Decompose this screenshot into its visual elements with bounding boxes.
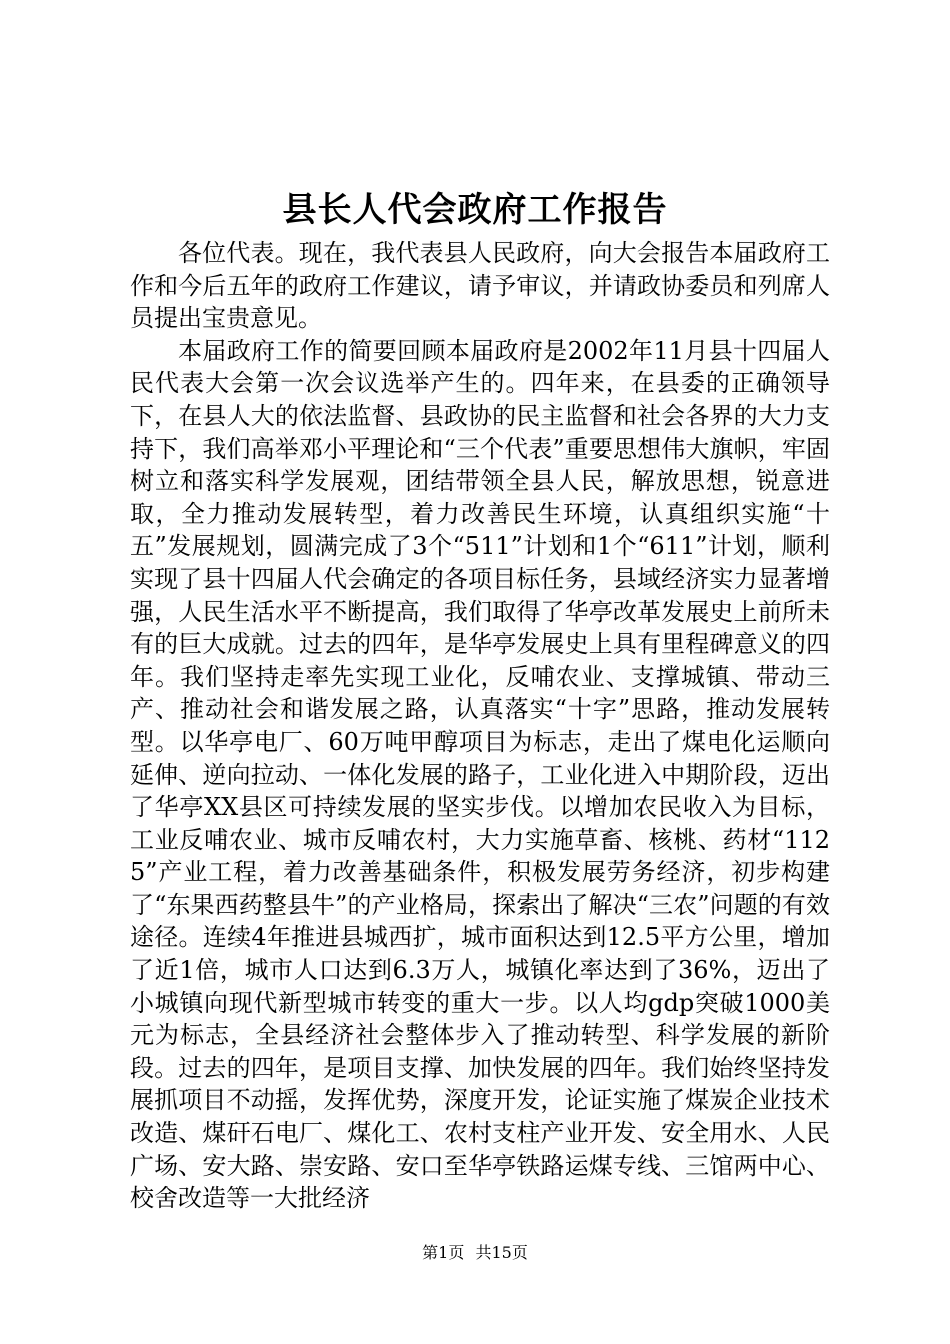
paragraph-review: 本届政府工作的简要回顾本届政府是2002年11月县十四届人民代表大会第一次会议选举产生的。四年来，在县委的正确领导下，在县人大的依法监督、县政协的民主监督和社会各界的大力支持下，我们高举邓小平理论和“三个代表”重要思想伟大旗帜，牢固树立和落实科学发展观，团结带领全县人民，解放思想，锐意进取，全力推动发展转型，着力改善民生环境，认真组织实施“十五”发展规划，圆满完成了3个“511”计划和1个“611”计划，顺利实现了县十四届人代会确定的各项目标任务，县域经济实力显著增强，人民生活水平不断提高，我们取得了华亭改革发展史上前所未有的巨大成就。过去的四年，是华亭发展史上具有里程碑意义的四年。我们坚持走率先实现工业化，反哺农业、支撑城镇、带动三产、推动社会和谐发展之路，认真落实“十字”思路，推动发展转型。以华亭电厂、60万吨甲醇项目为标志，走出了煤电化运顺向延伸、逆向拉动、一体化发展的路子，工业化进入中期阶段，迈出了华亭XX县区可持续发展的坚实步伐。以增加农民收入为目标，工业反哺农业、城市反哺农村，大力实施草畜、核桃、药材“1125”产业工程，着力改善基础条件，积极发展劳务经济，初步构建了“东果西药整县牛”的产业格局，探索出了解决“三农”问题的有效途径。连续4年推进县城西扩，城市面积达到12.5平方公里，增加了近1倍，城市人口达到6.3万人，城镇化率达到了36%，迈出了小城镇向现代新型城市转变的重大一步。以人均gdp突破1000美元为标志，全县经济社会整体步入了推动转型、科学发展的新阶段。过去的四年，是项目支撑、加快发展的四年。我们始终坚持发展抓项目不动摇，发挥优势，深度开发，论证实施了煤炭企业技术改造、煤矸石电厂、煤化工、农村支柱产业开发、安全用水、人民广场、安大路、崇安路、安口至华亭铁路运煤专线、三馆两中心、校舍改造等一大批经济 bbox=[130, 336, 830, 1213]
document-title: 县长人代会政府工作报告 bbox=[282, 190, 668, 230]
page-total: 共15页 bbox=[475, 1243, 528, 1262]
page-footer bbox=[0, 1242, 950, 1264]
paragraph-opening: 各位代表。现在，我代表县人民政府，向大会报告本届政府工作和今后五年的政府工作建议，请予审议，并请政协委员和列席人员提出宝贵意见。 bbox=[130, 239, 830, 333]
page-number: 第1页 bbox=[422, 1243, 465, 1262]
document-body bbox=[130, 237, 830, 1215]
